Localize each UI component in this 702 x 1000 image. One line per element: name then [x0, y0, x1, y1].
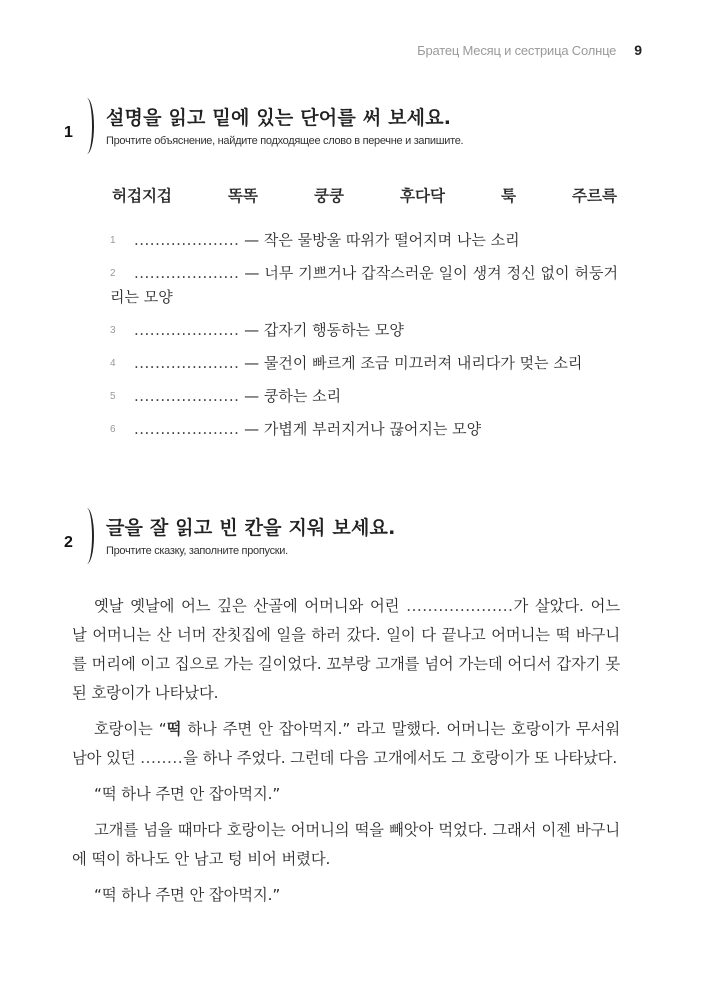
- exercise-item: [110, 384, 618, 408]
- answer-blank[interactable]: ....................: [134, 231, 240, 249]
- word-bank-item: 툭: [500, 187, 516, 205]
- story-paragraph: [72, 592, 620, 708]
- item-definition: — 가볍게 부러지거나 끊어지는 모양: [244, 420, 482, 438]
- paragraph-text: 옛날 옛날에 어느 깊은 산골에 어머니와 어린: [94, 597, 407, 615]
- item-body: [110, 261, 618, 309]
- paragraph-text: 호랑이는 “: [94, 720, 167, 738]
- fill-in-blank[interactable]: ........: [140, 749, 184, 767]
- bracket-divider: [82, 98, 94, 154]
- exercise-item: [110, 261, 618, 309]
- item-body: [110, 417, 618, 441]
- section-title: 글을 잘 읽고 빈 칸을 지워 보세요.: [106, 517, 396, 539]
- section-subtitle: Прочтите сказку, заполните пропуски.: [106, 545, 288, 557]
- item-body: [110, 228, 618, 252]
- section-text: [106, 105, 463, 147]
- paragraph-text: 가 살았다. 어느 날 어머니는 산 너머 잔칫집에 일을 하러 갔다. 일이 다 끝나고 어머니는 떡 바구니를 머리에 이고 집으로 가는 길이었다. 꼬부랑 고개를 넘어 가는데 어디서 갑자기 못된 호랑이가 나타났다.: [72, 597, 620, 702]
- section-2-heading: [64, 508, 396, 564]
- section-subtitle: Прочтите объяснение, найдите подходящее слово в перечне и запишите.: [106, 135, 464, 147]
- answer-blank[interactable]: ....................: [134, 387, 240, 405]
- paragraph-text: 을 하나 주었다. 그런데 다음 고개에서도 그 호랑이가 또 나타났다.: [183, 749, 618, 767]
- bold-word: 떡: [166, 720, 182, 738]
- section-number: 2: [64, 534, 73, 551]
- item-definition: — 쿵하는 소리: [244, 387, 342, 405]
- exercise-item: [110, 228, 618, 252]
- story-paragraph: [72, 715, 620, 773]
- item-number: 5: [110, 391, 116, 402]
- item-number: 6: [110, 424, 116, 435]
- item-body: [110, 351, 618, 375]
- word-bank-item: 후다닥: [400, 187, 445, 205]
- exercise-item: [110, 318, 618, 342]
- exercise-item: [110, 351, 618, 375]
- section-text: [106, 515, 396, 557]
- bracket-divider: [82, 508, 94, 564]
- story-text: [72, 592, 620, 917]
- fill-in-blank[interactable]: ....................: [406, 597, 514, 615]
- item-definition: — 물건이 빠르게 조금 미끄러져 내리다가 멎는 소리: [244, 354, 583, 372]
- item-number: 4: [110, 358, 116, 369]
- item-number: 2: [110, 268, 116, 279]
- answer-blank[interactable]: ....................: [134, 354, 240, 372]
- item-definition: — 작은 물방울 따위가 떨어지며 나는 소리: [244, 231, 520, 249]
- item-body: [110, 318, 618, 342]
- story-paragraph: “떡 하나 주면 안 잡아먹지.”: [94, 886, 281, 904]
- word-bank-item: 쿵쿵: [313, 187, 344, 205]
- exercise-list: [110, 228, 618, 450]
- exercise-item: [110, 417, 618, 441]
- word-bank: [112, 184, 617, 206]
- word-bank-item: 똑똑: [227, 187, 258, 205]
- running-title: Братец Месяц и сестрица Солнце: [417, 43, 617, 58]
- section-number: 1: [64, 124, 73, 141]
- section-title: 설명을 읽고 밑에 있는 단어를 써 보세요.: [106, 107, 452, 129]
- answer-blank[interactable]: ....................: [134, 264, 240, 282]
- story-paragraph: 고개를 넘을 때마다 호랑이는 어머니의 떡을 빼앗아 먹었다. 그래서 이젠 바구니에 떡이 하나도 안 남고 텅 비어 버렸다.: [72, 821, 620, 868]
- page-number: 9: [634, 42, 642, 58]
- item-number: 3: [110, 325, 116, 336]
- running-head: [417, 42, 642, 58]
- answer-blank[interactable]: ....................: [134, 420, 240, 438]
- story-paragraph: “떡 하나 주면 안 잡아먹지.”: [94, 785, 281, 803]
- word-bank-item: 허겁지겁: [112, 187, 172, 205]
- item-definition: — 갑자기 행동하는 모양: [244, 321, 404, 339]
- item-number: 1: [110, 235, 116, 246]
- item-definition: — 너무 기쁘거나 갑작스러운 일이 생겨 정신 없이 허둥거리는 모양: [110, 264, 618, 306]
- section-1-heading: [64, 98, 463, 154]
- word-bank-item: 주르륵: [572, 187, 617, 205]
- paragraph-text: 하나 주면 안 잡아먹지.” 라고 말했다. 어머니는 호랑이가 무서워 남아 있던: [72, 720, 621, 767]
- answer-blank[interactable]: ....................: [134, 321, 240, 339]
- item-body: [110, 384, 618, 408]
